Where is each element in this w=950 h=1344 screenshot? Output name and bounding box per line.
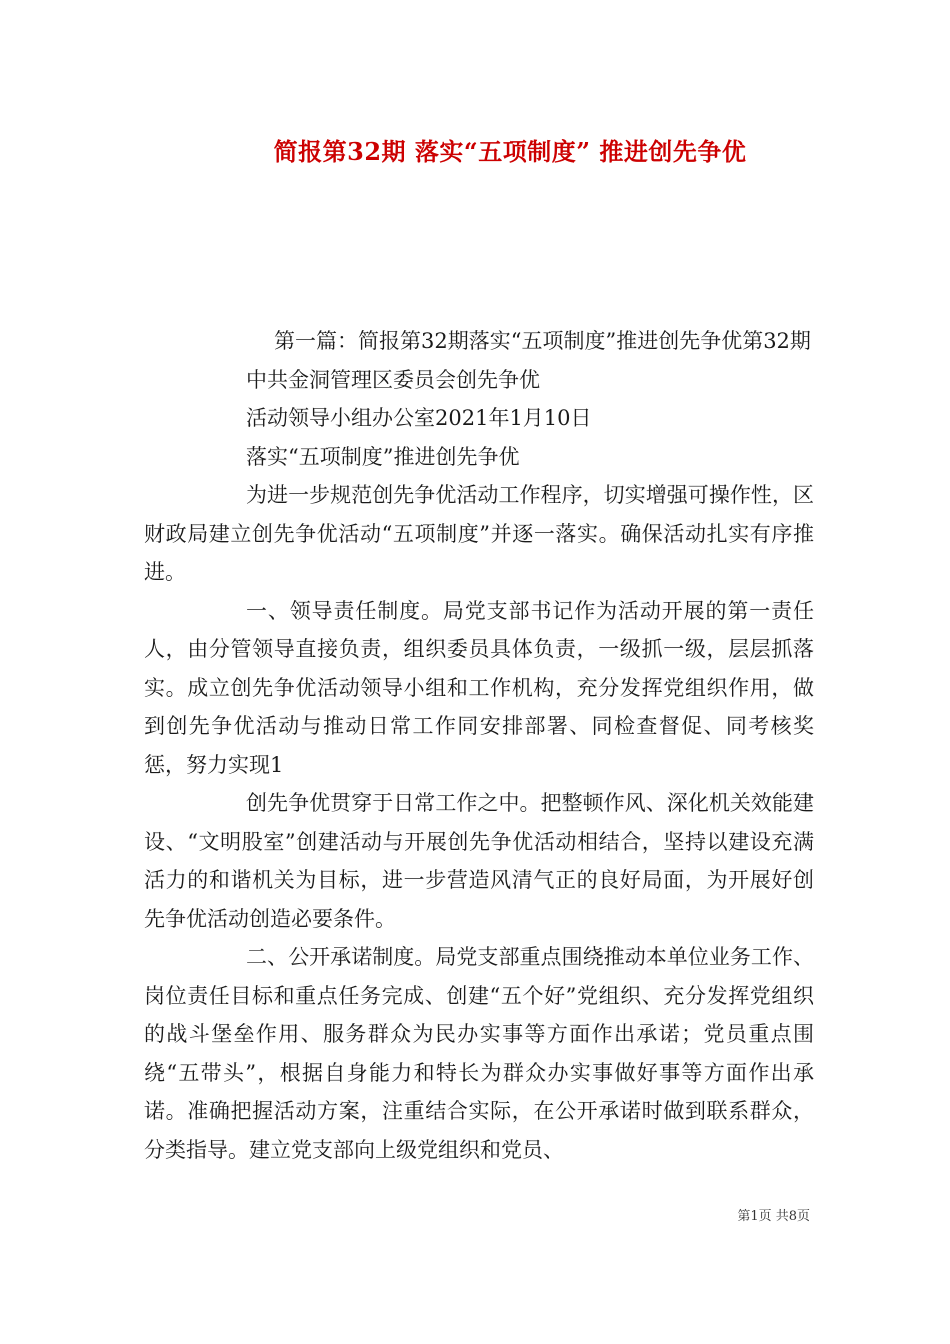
paragraph-office-date: 活动领导小组办公室2021年1月10日 [246,406,592,430]
paragraph-organization: 中共金洞管理区委员会创先争优 [246,367,540,392]
document-body [144,322,814,1169]
paragraph-integration: 创先争优贯穿于日常工作之中。把整顿作风、深化机关效能建设、“文明股室”创建活动与开展创先争优活动相结合，坚持以建设充满活力的和谐机关为目标，进一步营造风清气正的良好局面，为开展好创先争优活动创造必要条件。 [144,791,814,931]
paragraph-commitment: 二、公开承诺制度。局党支部重点围绕推动本单位业务工作、岗位责任目标和重点任务完成、创建“五个好”党组织、充分发挥党组织的战斗堡垒作用、服务群众为民办实事等方面作出承诺；党员重点围绕“五带头”，根据自身能力和特长为群众办实事做好事等方面作出承诺。准确把握活动方案，注重结合实际，在公开承诺时做到联系群众，分类指导。建立党支部向上级党组织和党员、 [144,945,814,1162]
paragraph-intro: 为进一步规范创先争优活动工作程序，切实增强可操作性，区财政局建立创先争优活动“五项制度”并逐一落实。确保活动扎实有序推进。 [144,483,814,584]
paragraph-subtitle: 落实“五项制度”推进创先争优 [246,444,520,469]
paragraph-heading: 第一篇：简报第32期落实“五项制度”推进创先争优第32期 [274,329,811,353]
document-title: 简报第32期 落实“五项制度” 推进创先争优 [273,137,747,166]
page-number-footer: 第1页 共8页 [737,1209,810,1224]
paragraph-leadership: 一、领导责任制度。局党支部书记作为活动开展的第一责任人，由分管领导直接负责，组织委员具体负责，一级抓一级，层层抓落实。成立创先争优活动领导小组和工作机构，充分发挥党组织作用，做到创先争优活动与推动日常工作同安排部署、同检查督促、同考核奖惩，努力实现1 [144,598,814,777]
